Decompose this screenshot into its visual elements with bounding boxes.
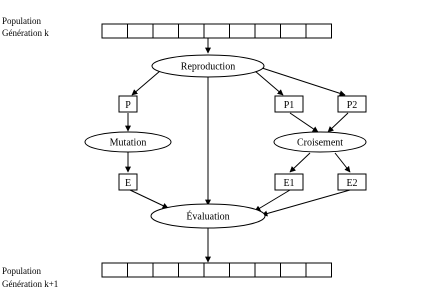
chromosome-cell [102, 263, 128, 277]
e-label: E [124, 178, 132, 189]
e1-label: E1 [283, 178, 295, 189]
chromosome-cell [102, 24, 128, 38]
e-box [119, 174, 137, 190]
p2-label: P2 [346, 100, 358, 111]
mutation-label: Mutation [109, 137, 147, 149]
chromosome-cell [230, 263, 256, 277]
chromosome-cell [153, 263, 179, 277]
croisement-label: Croisement [296, 137, 344, 149]
chromosome-cell [153, 24, 179, 38]
generation-k1-label: Génération k+1 [2, 279, 59, 289]
arrow-reproduction-to-p [132, 71, 160, 95]
e1-box [275, 174, 303, 190]
chromosome-cell [204, 263, 230, 277]
e2-box [338, 174, 366, 190]
arrow-croisement-to-e1 [290, 153, 310, 172]
arrow-reproduction-to-p1 [255, 71, 283, 95]
population-k1-label: Population [2, 266, 42, 276]
chromosome-cell [179, 263, 205, 277]
chromosome-cell [281, 263, 307, 277]
e2-label: E2 [346, 178, 358, 189]
chromosome-cell [255, 24, 281, 38]
evaluation-node [151, 204, 265, 228]
arrow-croisement-to-e2 [335, 153, 350, 172]
arrow-e1-to-evaluation [255, 190, 290, 211]
population-k1-bar [102, 263, 332, 277]
chromosome-cell [306, 24, 332, 38]
chromosome-cell [204, 24, 230, 38]
p2-box [338, 96, 366, 112]
chromosome-cell [281, 24, 307, 38]
reproduction-node [152, 55, 264, 77]
p1-box [275, 96, 303, 112]
arrow-e2-to-evaluation [262, 190, 350, 215]
chromosome-cell [128, 24, 154, 38]
chromosome-cell [306, 263, 332, 277]
chromosome-cell [255, 263, 281, 277]
arrow-e-to-evaluation [130, 190, 168, 208]
population-k-label: Population [2, 16, 42, 26]
chromosome-cell [230, 24, 256, 38]
p-label: P [125, 100, 131, 111]
p-box [119, 96, 137, 112]
evaluation-label: Évaluation [186, 211, 230, 223]
p1-label: P1 [283, 100, 295, 111]
chromosome-cell [128, 263, 154, 277]
population-k-bar [102, 24, 332, 38]
croisement-node [274, 132, 366, 152]
chromosome-cell [179, 24, 205, 38]
generation-k-label: Génération k [2, 28, 49, 38]
mutation-node [85, 132, 171, 152]
arrow-p1-to-croisement [290, 113, 318, 132]
reproduction-label: Reproduction [180, 61, 236, 73]
arrow-reproduction-to-p2 [262, 68, 345, 95]
arrow-p2-to-croisement [328, 113, 348, 132]
